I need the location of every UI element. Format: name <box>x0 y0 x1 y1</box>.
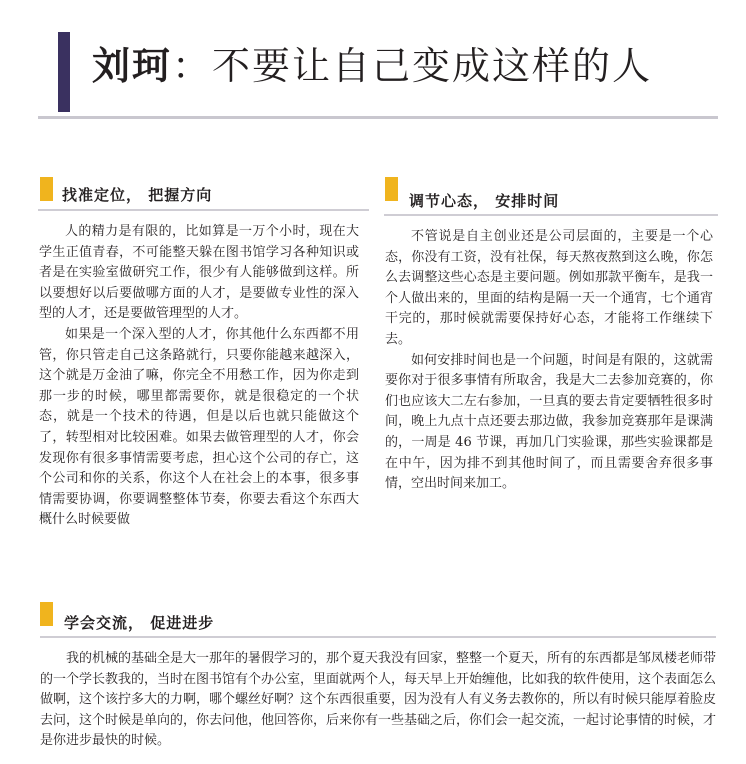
section-heading-positioning: 找准定位， 把握方向 <box>62 186 213 204</box>
title-name: 刘珂 <box>92 44 173 88</box>
section-heading-communication: 学会交流， 促进进步 <box>64 614 215 632</box>
paragraph: 我的机械的基础全是大一那年的暑假学习的，那个夏天我没有回家，整整一个夏天，所有的东西都是邹凤楼老师带的一个学长教我的，当时在图书馆有个办公室，里面就两个人，每天早上开始缠他，比如我的软件使用，这个表面怎么做啊，这个该拧多大的力啊，哪个螺丝好啊？这个东西很重要，因为没有人有义务去教你的，所以有时候只能厚着脸皮去问，这个时候是单向的，你去问他，他回答你，后来你有一些基础之后，你们会一起交流，一起讨论事情的时候，才是你进步最快的时候。 <box>40 651 717 749</box>
section-body-mindset <box>385 227 713 495</box>
section-divider <box>384 214 718 216</box>
paragraph: 不管说是自主创业还是公司层面的，主要是一个心态，你没有工资，没有社保，每天熬夜熬到这么晚，你怎么去调整这些心态是主要问题。例如那款平衡车，是我一个人做出来的，里面的结构是隔一天一个通宵，七个通宵干完的，那时候就需要保持好心态，才能将工作继续下去。 <box>385 229 713 347</box>
section-marker-icon <box>40 602 53 626</box>
section-body-communication <box>40 649 716 752</box>
title-text: 不要让自己变成这样的人 <box>212 44 653 88</box>
title-divider <box>38 116 718 119</box>
paragraph: 人的精力是有限的，比如算是一万个小时，现在大学生正值青春，不可能整天躲在图书馆学习各种知识或者是在实验室做研究工作，很少有人能够做到这样。所以要想好以后要做哪方面的人才，是要做专业性的深入型的人才，还是要做管理型的人才。 <box>39 224 359 322</box>
title-accent-bar <box>58 32 70 112</box>
paragraph: 如果是一个深入型的人才，你其他什么东西都不用管，你只管走自己这条路就行，只要你能越来越深入，这个就是万金油了嘛，你完全不用愁工作，因为你走到那一步的时候，哪里都需要你，就是很稳定的一个状态，就是一个技术的待遇，但是以后也就只能做这个了，转型相对比较困难。如果去做管理型的人才，你会发现你有很多事情需要考虑，担心这个公司的存亡，这个公司和你的关系，你这个人在社会上的本事，很多事情需要协调，你要调整整体节奏，你要去看这个东西大概什么时候要做 <box>39 326 359 528</box>
section-body-positioning <box>39 222 359 531</box>
title-separator: ： <box>172 44 213 88</box>
paragraph: 如何安排时间也是一个问题，时间是有限的，这就需要你对于很多事情有所取舍，我是大二去参加竞赛的，你们也应该大二左右参加，一旦真的要去肯定要牺牲很多时间，晚上九点十点还要去那边做，我参加竞赛那年是课满的，一周是 46 节课，再加几门实验课，那些实验课都是在中午，因为排不到其他时间了，而且需要舍弃很多事情，空出时间来加工。 <box>385 352 713 492</box>
section-marker-icon <box>385 177 398 201</box>
section-divider <box>38 209 369 211</box>
section-heading-mindset: 调节心态， 安排时间 <box>409 192 560 210</box>
page-title <box>92 44 652 90</box>
section-marker-icon <box>40 177 53 201</box>
section-divider <box>40 636 716 638</box>
